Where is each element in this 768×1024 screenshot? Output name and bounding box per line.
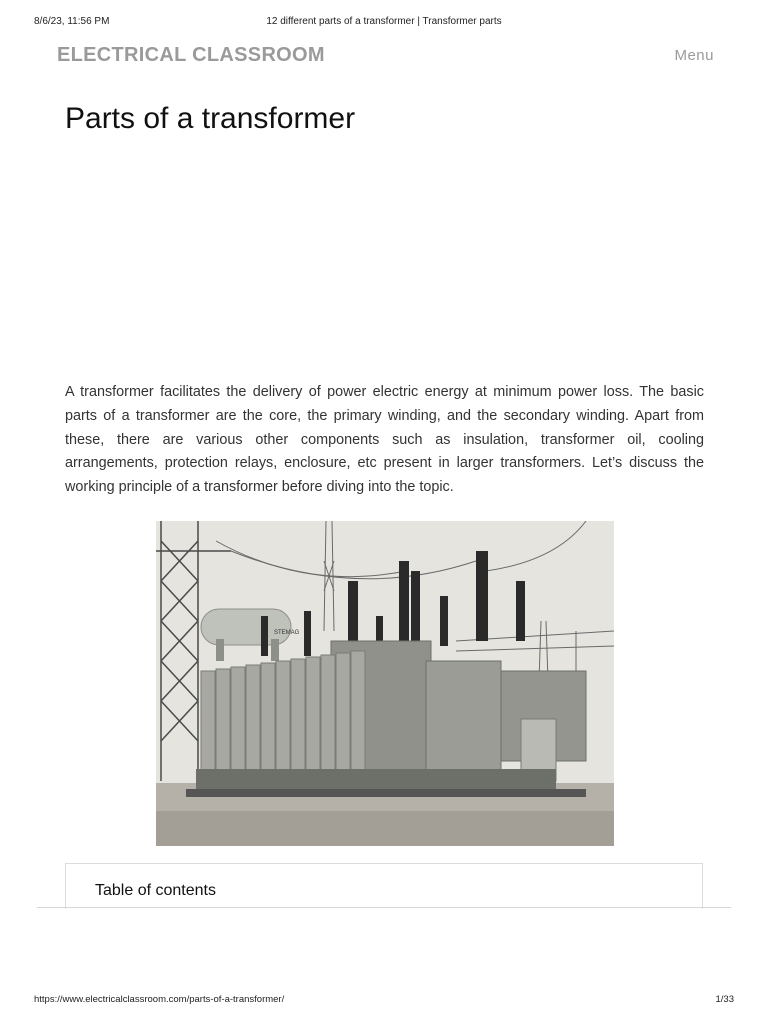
print-page-number: 1/33 — [715, 994, 734, 1005]
site-header — [0, 42, 768, 72]
transformer-brand-label: STEMAG — [274, 630, 300, 636]
transformer-image — [156, 521, 614, 846]
radiator-fins — [201, 651, 365, 771]
table-of-contents[interactable] — [65, 863, 703, 909]
transformer-base — [196, 769, 556, 791]
print-datetime: 8/6/23, 11:56 PM — [34, 16, 110, 27]
conservator-support — [216, 639, 224, 661]
print-footer — [0, 994, 768, 1008]
tap-changer-tank — [426, 661, 501, 776]
page-divider — [37, 907, 731, 908]
print-document-title: 12 different parts of a transformer | Transformer parts — [266, 16, 502, 27]
conservator-support — [271, 639, 279, 661]
print-header — [0, 16, 768, 30]
menu-button[interactable]: Menu — [674, 47, 714, 64]
toc-title: Table of contents — [95, 882, 216, 899]
intro-paragraph: A transformer facilitates the delivery of power electric energy at minimum power loss. The basic parts of a transformer are the core, the primary winding, and the secondary winding. Apart from these, there are various other components such as insulation, transformer oil, cooling arrangements, protection relays, enclosure, etc present in larger transformers. Let’s discuss the working principle of a transformer before diving into the topic. — [65, 384, 704, 496]
page-title: Parts of a transformer — [65, 102, 356, 135]
gravel — [156, 811, 614, 846]
rail-track — [186, 789, 586, 797]
site-logo[interactable]: ELECTRICAL CLASSROOM — [57, 44, 325, 66]
transformer-illustration — [156, 521, 614, 846]
print-url: https://www.electricalclassroom.com/parts-of-a-transformer/ — [34, 994, 285, 1005]
